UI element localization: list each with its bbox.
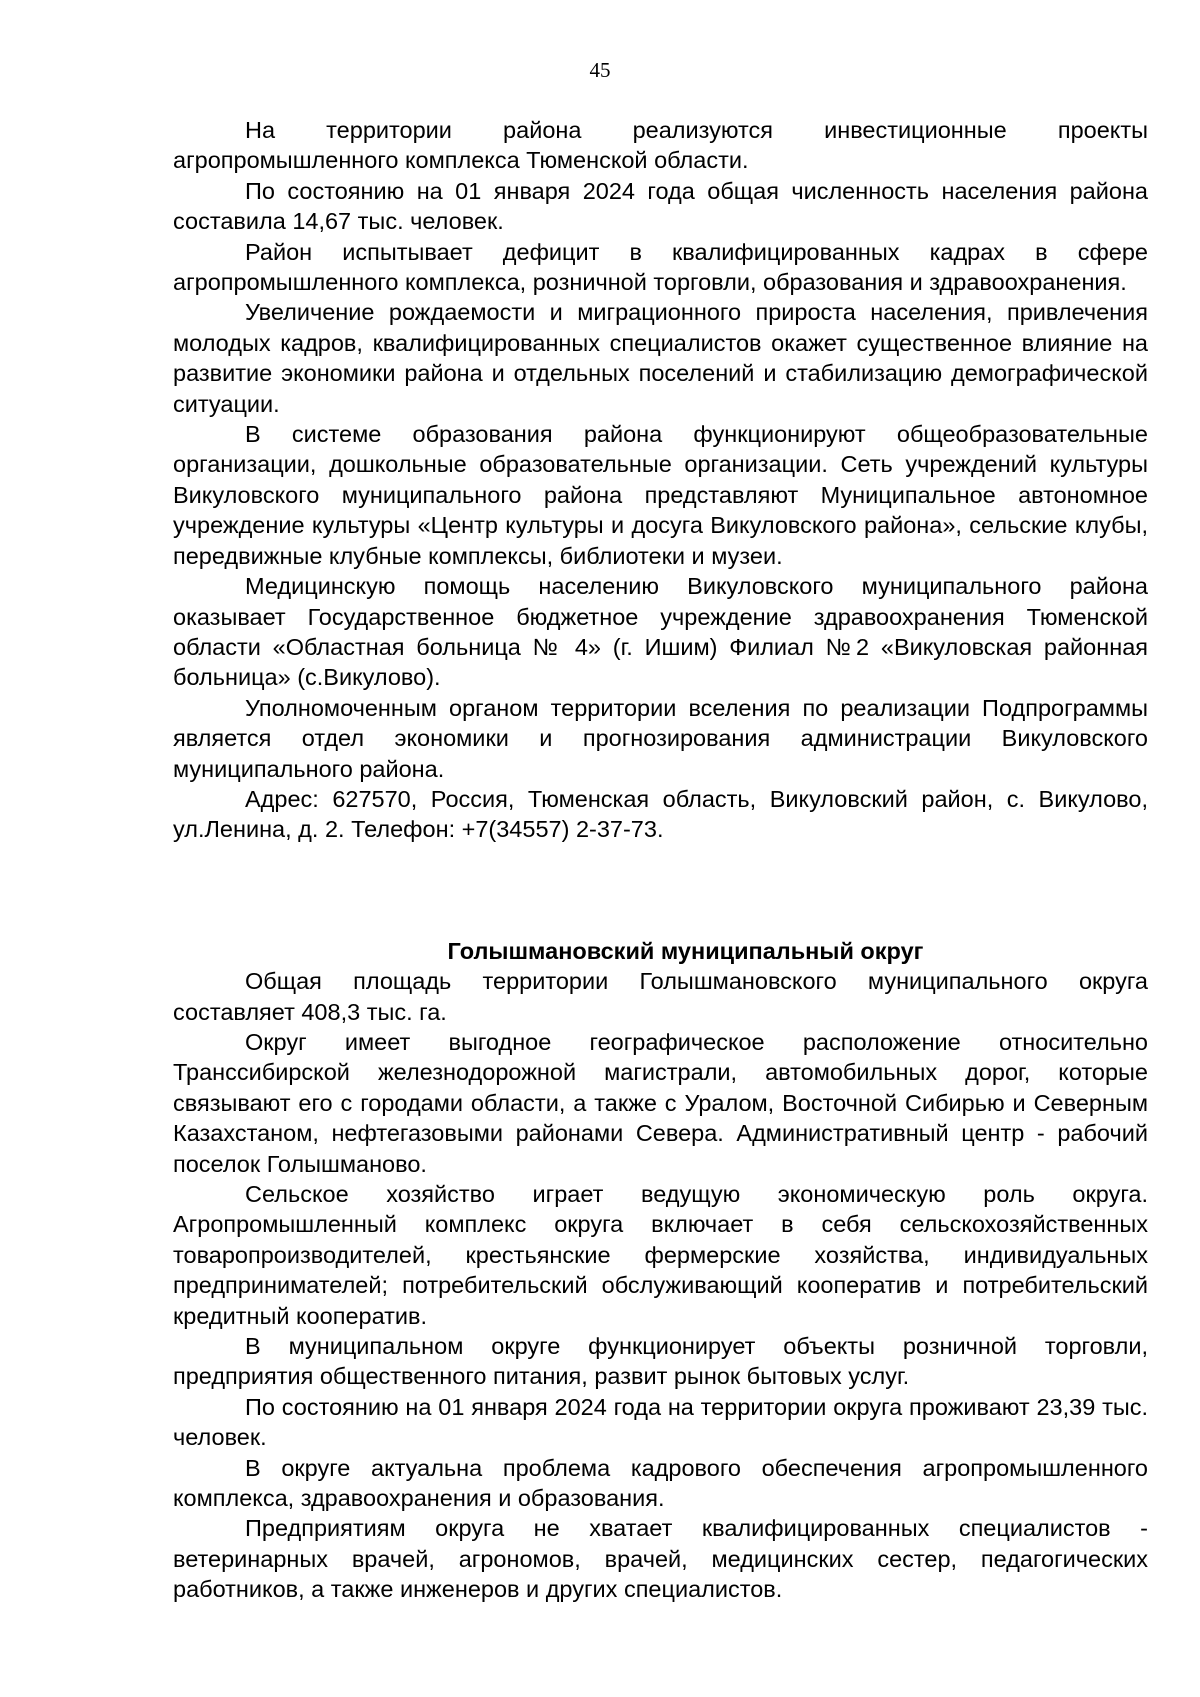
- section-golyshmanovsky: [173, 936, 1148, 1605]
- paragraph: Район испытывает дефицит в квалифицированных кадрах в сфере агропромышленного комплекса, розничной торговли, образования и здравоохранения.: [173, 238, 1148, 296]
- paragraph: Медицинскую помощь населению Викуловского муниципального района оказывает Государственное бюджетное учреждение здравоохранения Тюменской области «Областная больница № 4» (г. Ишим) Филиал №2 «Викуловская районная больница» (с.Викулово).: [173, 573, 1148, 691]
- paragraph: Сельское хозяйство играет ведущую экономическую роль округа. Агропромышленный комплекс округа включает в себя сельскохозяйственных товаропроизводителей, крестьянские фермерские хозяйства, индивидуальных предпринимателей; потребительский обслуживающий кооператив и потребительский кредитный кооператив.: [173, 1181, 1148, 1329]
- section-heading: Голышмановский муниципальный округ: [447, 937, 924, 964]
- paragraph: Общая площадь территории Голышмановского муниципального округа составляет 408,3 тыс. га.: [173, 968, 1148, 1025]
- paragraph: По состоянию на 01 января 2024 года общая численность населения района составила 14,67 тыс. человек.: [173, 177, 1148, 235]
- paragraph: Адрес: 627570, Россия, Тюменская область, Викуловский район, с. Викулово, ул.Ленина, д. 2. Телефон: +7(34557) 2-37-73.: [173, 785, 1148, 843]
- paragraph: Округ имеет выгодное географическое расположение относительно Транссибирской железнодорожной магистрали, автомобильных дорог, которые связывают его с городами области, а также с Уралом, Восточной Сибирью и Северным Казахстаном, нефтегазовыми районами Севера. Административный центр - рабочий поселок Голышманово.: [173, 1028, 1148, 1177]
- paragraph: Предприятиям округа не хватает квалифицированных специалистов - ветеринарных врачей, агрономов, врачей, медицинских сестер, педагогических работников, а также инженеров и других специалистов.: [173, 1515, 1148, 1603]
- section-vikulovsky: [173, 115, 1148, 845]
- paragraph: Увеличение рождаемости и миграционного прироста населения, привлечения молодых кадров, квалифицированных специалистов окажет существенное влияние на развитие экономики района и отдельных поселений и стабилизацию демографической ситуации.: [173, 299, 1148, 417]
- paragraph: В округе актуальна проблема кадрового обеспечения агропромышленного комплекса, здравоохранения и образования.: [173, 1454, 1148, 1512]
- paragraph: В системе образования района функционируют общеобразовательные организации, дошкольные образовательные организации. Сеть учреждений культуры Викуловского муниципального района представляют Муниципальное автономное учреждение культуры «Центр культуры и досуга Викуловского района», сельские клубы, передвижные клубные комплексы, библиотеки и музеи.: [173, 421, 1148, 569]
- page-content: [173, 115, 1148, 1605]
- paragraph: В муниципальном округе функционирует объекты розничной торговли, предприятия общественного питания, развит рынок бытовых услуг.: [173, 1333, 1148, 1390]
- section-spacer: [173, 845, 1148, 936]
- paragraph: По состоянию на 01 января 2024 года на территории округа проживают 23,39 тыс. человек.: [173, 1393, 1148, 1451]
- paragraph: Уполномоченным органом территории вселения по реализации Подпрограммы является отдел экономики и прогнозирования администрации Викуловского муниципального района.: [173, 694, 1148, 782]
- paragraph: На территории района реализуются инвестиционные проекты агропромышленного комплекса Тюменской области.: [173, 117, 1148, 174]
- page-number: 45: [589, 58, 611, 82]
